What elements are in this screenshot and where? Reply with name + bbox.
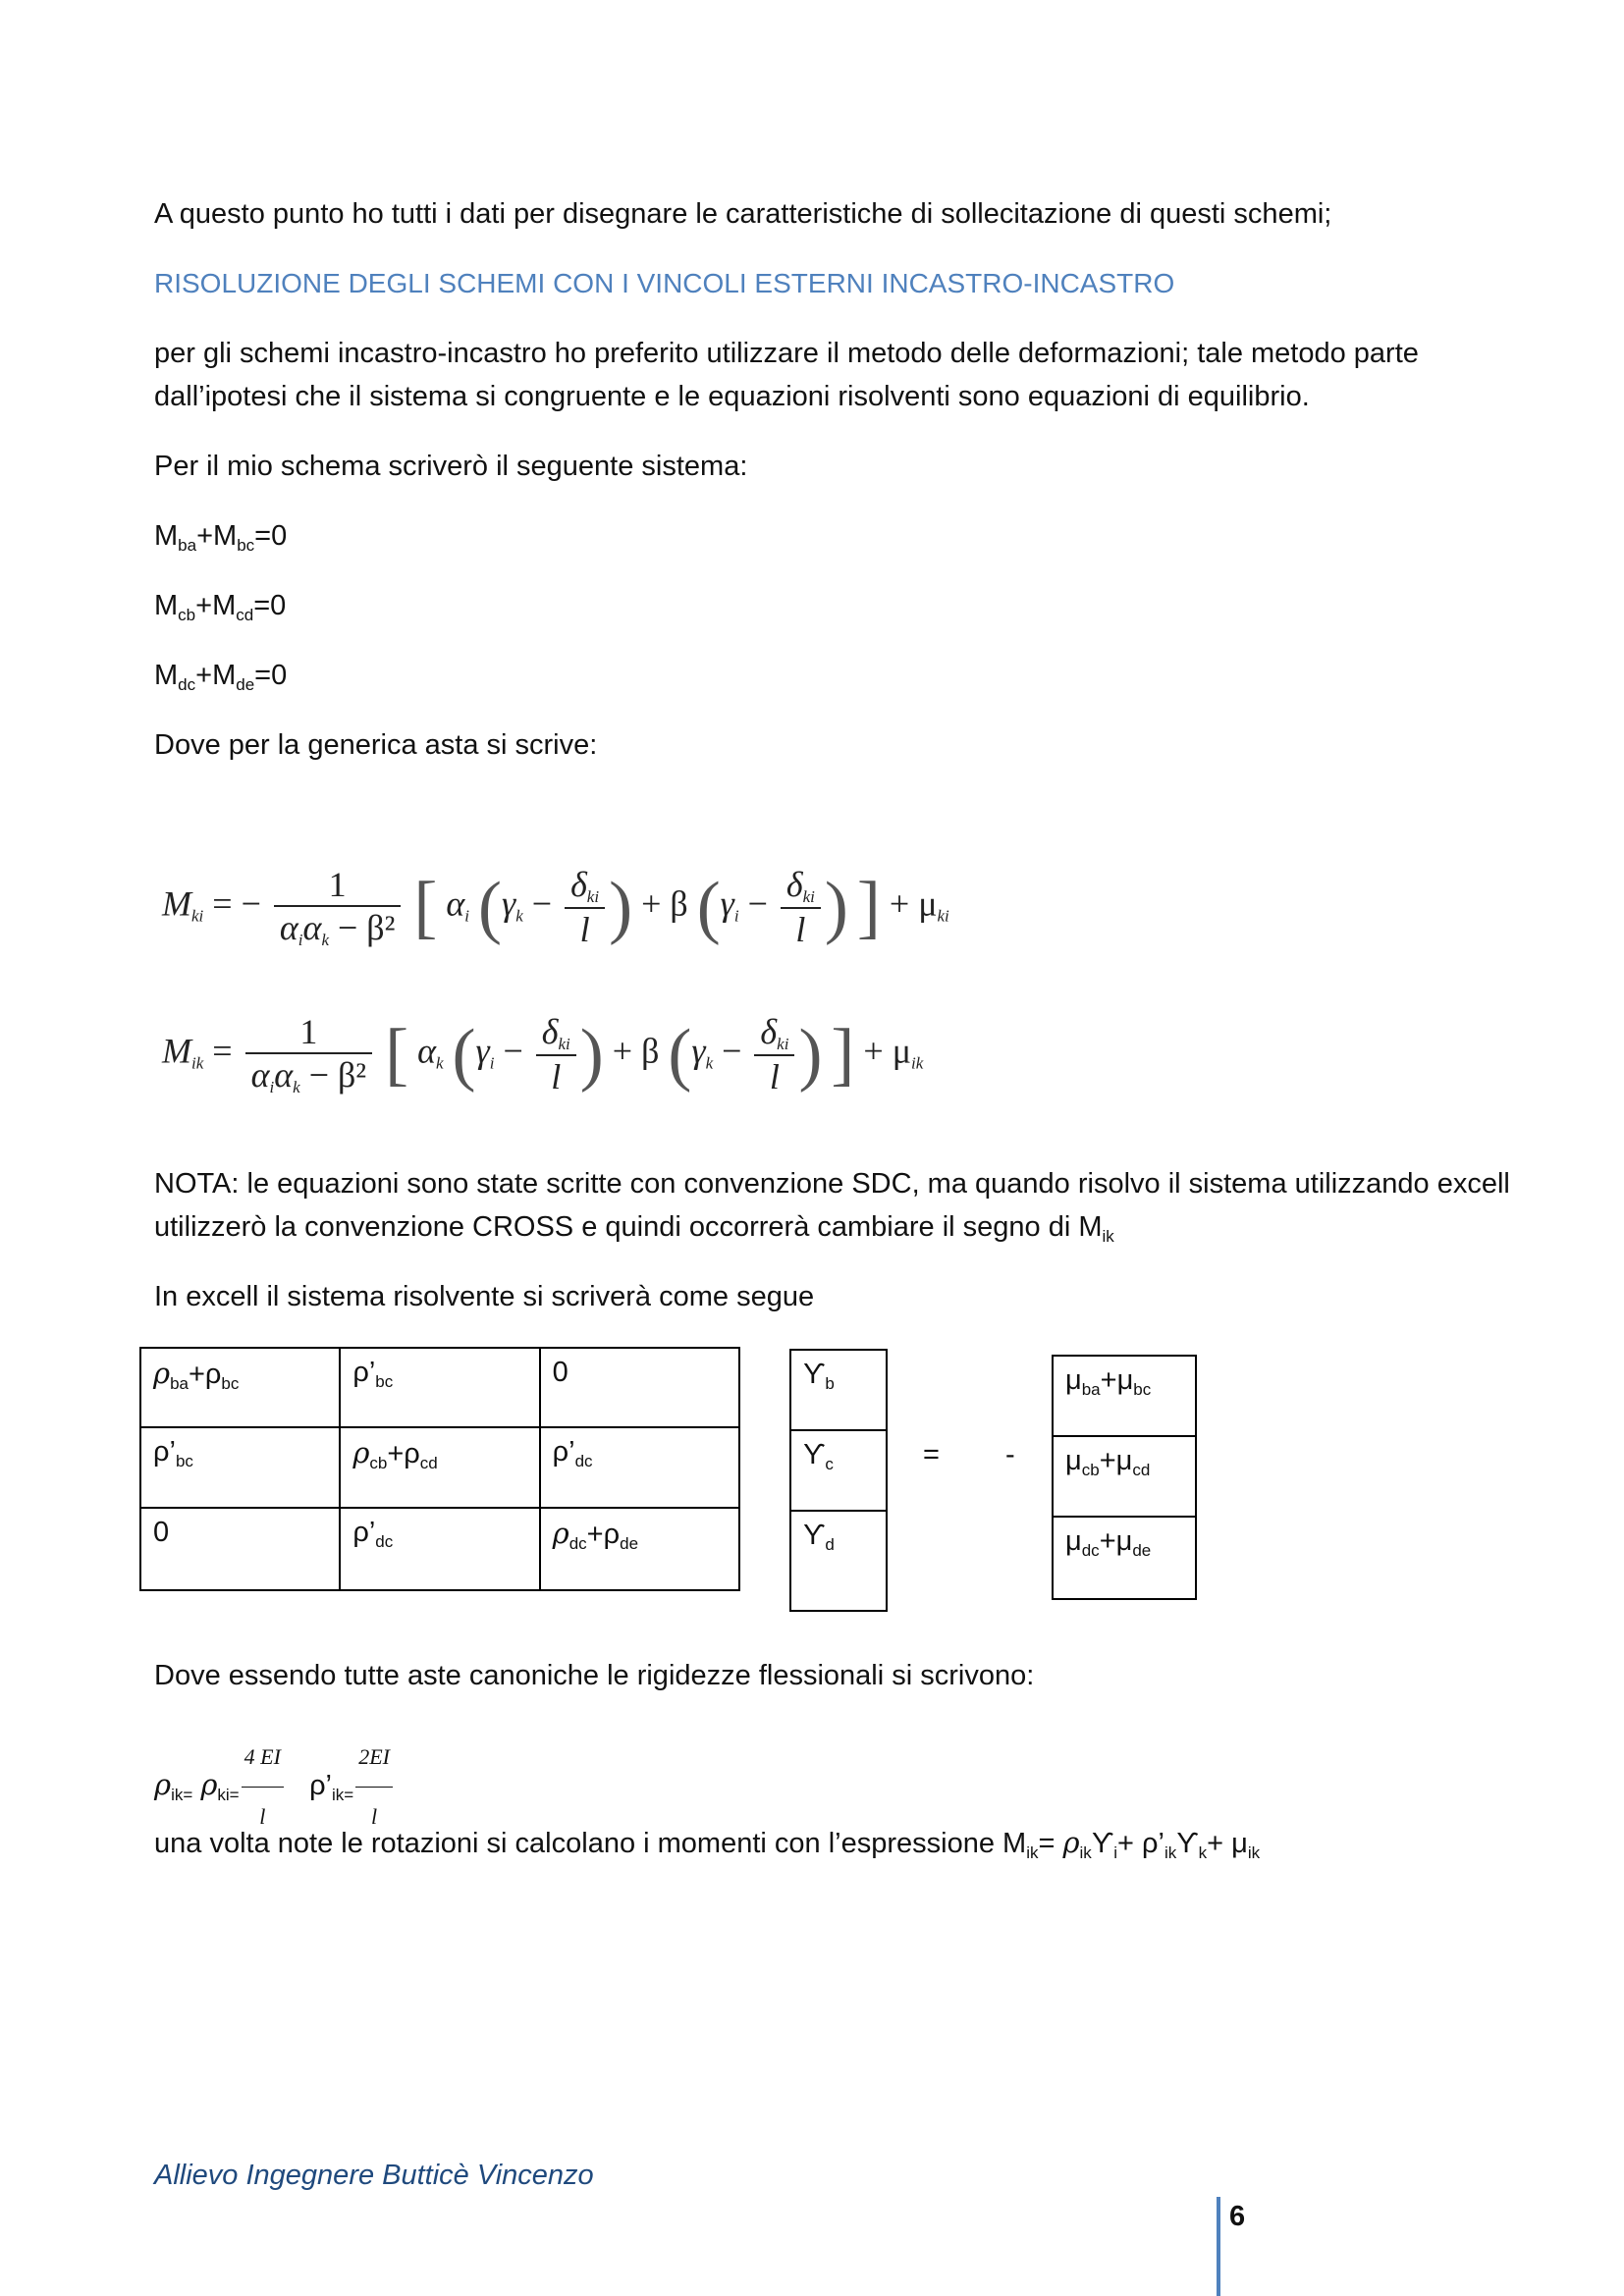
paragraph-rigidity: Dove essendo tutte aste canoniche le rigidezze flessionali si scrivono: (154, 1660, 1035, 1691)
paragraph-excel: In excell il sistema risolvente si scriverà come segue (154, 1281, 815, 1312)
paragraph-intro: A questo punto ho tutti i dati per disegnare le caratteristiche di sollecitazione di questi schemi; (154, 198, 1332, 230)
formula-mik: $M_{ik}$ = $\frac{1}{\alpha_i\alpha_k - \beta^2}$ [ $\alpha_k$ ($\gamma_i$ − $\frac{\delta_{ki}}{l}$ ) + β ($\gamma_k$ − $\frac{\delta_{ki}}{l}$ ) ] + $\mu_{ik}$ (162, 1012, 924, 1096)
paragraph-method-1: per gli schemi incastro-incastro ho preferito utilizzare il metodo delle deformazioni; tale metodo parte (154, 338, 1419, 369)
equation-d: $M_{dc}+M_{de}=0$ (154, 660, 288, 694)
rotation-vector: $ϒ_b$ $ϒ_c$ $ϒ_d$ (789, 1349, 888, 1612)
paragraph-method-2: dall’ipotesi che il sistema si congruente e le equazioni risolventi sono equazioni di equilibrio. (154, 381, 1310, 412)
minus-sign: - (1005, 1439, 1015, 1470)
equation-b: $M_{ba}+M_{bc}=0$ (154, 520, 288, 555)
page-number-rule (1217, 2197, 1220, 2296)
equals-sign: = (923, 1439, 940, 1470)
footer-author: Allievo Ingegnere Butticè Vincenzo (154, 2160, 594, 2191)
rigidity-expression: $\rho_{ik=}$ $\rho_{ki=}$ $\frac{4 EI}{l}$ $\rho’_{ik=}$ $\frac{2EI}{l}$ (154, 1728, 395, 1846)
stiffness-matrix: $\rho_{ba}+\rho_{bc}$ $\rho’_{bc}$ 0 $\rho’_{bc}$ $\rho_{cb}+\rho_{cd}$ $\rho’_{dc}$ 0 $\rho’_{dc}$ $\rho_{dc}+\rho_{de}$ (139, 1347, 740, 1591)
equation-c: $M_{cb}+M_{cd}=0$ (154, 590, 287, 624)
paragraph-nota-1: NOTA: le equazioni sono state scritte con convenzione SDC, ma quando risolvo il sistema utilizzando excell (154, 1168, 1510, 1200)
paragraph-moments: una volta note le rotazioni si calcolano i momenti con l’espressione $M_{ik}= \rho_{ik}ϒ_i+$ $\rho’_{ik}ϒ_k+ \mu_{ik}$ (154, 1826, 1261, 1862)
load-vector: $\mu_{ba}+\mu_{bc}$ $\mu_{cb}+\mu_{cd}$ $\mu_{dc}+\mu_{de}$ (1052, 1355, 1197, 1600)
formula-mki: $M_{ki}$ = − $\frac{1}{\alpha_i\alpha_k - \beta^2}$ [ $\alpha_i$ ($\gamma_k$ − $\frac{\delta_{ki}}{l}$ ) + β ($\gamma_i$ − $\frac{\delta_{ki}}{l}$ ) ] + $\mu_{ki}$ (162, 865, 949, 949)
paragraph-generic-bar: Dove per la generica asta si scrive: (154, 729, 598, 761)
paragraph-nota-2: utilizzerò la convenzione CROSS e quindi occorrerà cambiare il segno di $M_{ik}$ (154, 1211, 1114, 1246)
paragraph-system: Per il mio schema scriverò il seguente sistema: (154, 451, 748, 482)
page-number: 6 (1229, 2201, 1246, 2232)
section-heading: RISOLUZIONE DEGLI SCHEMI CON I VINCOLI ESTERNI INCASTRO-INCASTRO (154, 268, 1175, 298)
